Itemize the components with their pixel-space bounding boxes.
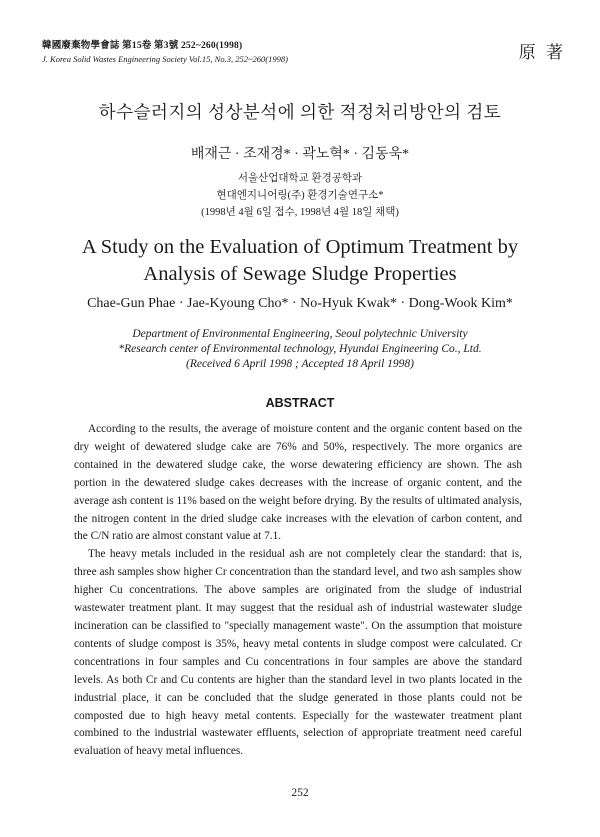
korean-dates: (1998년 4월 6일 접수, 1998년 4월 18일 채택) <box>201 207 399 218</box>
page-number: 252 <box>291 787 309 799</box>
abstract-paragraph-1: According to the results, the average of moisture content and the organic content based on the dry weight of dewatered sludge cake are 76% and 50%, respectively. The more organics are contained in the dewatered sludge cake, the worse dewatering efficiency are shown. The ash portion in the dewatered sludge cakes decreases with the increase of organic content, and the average ash content is 11% based on the weight before drying. By the results of ultimated analysis, the nitrogen content in the dried sludge cake increases with the elevation of carbon content, and the C/N ratio are almost constant value at 7.1. <box>74 423 522 543</box>
korean-title: 하수슬러지의 성상분석에 의한 적정처리방안의 검토 <box>98 102 502 122</box>
english-dates: (Received 6 April 1998 ; Accepted 18 April 1998) <box>185 358 415 370</box>
korean-affiliation-2: 현대엔지니어링(주) 환경기술연구소* <box>216 190 384 201</box>
korean-affiliation-1: 서울산업대학교 환경공학과 <box>237 173 363 184</box>
abstract-heading: ABSTRACT <box>265 396 335 410</box>
english-affiliation-2: *Research center of Environmental technology, Hyundai Engineering Co., Ltd. <box>118 343 482 355</box>
journal-title-korean: 韓國廢棄物學會誌 第15卷 第3號 252~260(1998) <box>42 41 243 51</box>
article-type-label: 原 著 <box>518 43 566 62</box>
english-title-line-1: A Study on the Evaluation of Optimum Treatment by <box>81 236 519 258</box>
english-title-line-2: Analysis of Sewage Sludge Properties <box>143 263 457 285</box>
journal-header <box>42 40 288 66</box>
english-authors: Chae-Gun Phae · Jae-Kyoung Cho* · No-Hyuk Kwak* · Dong-Wook Kim* <box>87 296 513 311</box>
journal-title-english: J. Korea Solid Wastes Engineering Society Vol.15, No.3, 252~260(1998) <box>42 54 288 64</box>
abstract-body <box>74 421 522 761</box>
korean-authors: 배재근 · 조재경* · 곽노혁* · 김동욱* <box>190 147 410 162</box>
abstract-paragraph-2: The heavy metals included in the residual ash are not completely clear the standard: that is, three ash samples show higher Cr concentration than the standard level, and two ash samples show higher Cu concentrations. The above samples are originated from the sludge of industrial wastewater treatment plant. It may suggest that the residual ash of industrial wastewater sludge incineration can be classified to "specially management waste". On the assumption that moisture contents of sludge compost is 35%, heavy metal contents in sludge compost were calculated. Cr concentrations in four samples and Cu concentrations in four samples are above the standard levels. As both Cr and Cu contents are higher than the standard level in two plants located in the industrial place, it can be concluded that the sludge generated in those plants could not be composted due to high heavy metal contents. Especially for the wastewater treatment plant combined to the industrial wastewater effluents, selection of appropriate treatment need careful evaluation of heavy metal influences. <box>74 548 522 758</box>
english-title <box>0 234 600 288</box>
korean-affiliations <box>0 170 600 221</box>
english-affiliation-1: Department of Environmental Engineering, Seoul polytechnic University <box>132 328 468 340</box>
english-affiliations <box>0 327 600 372</box>
